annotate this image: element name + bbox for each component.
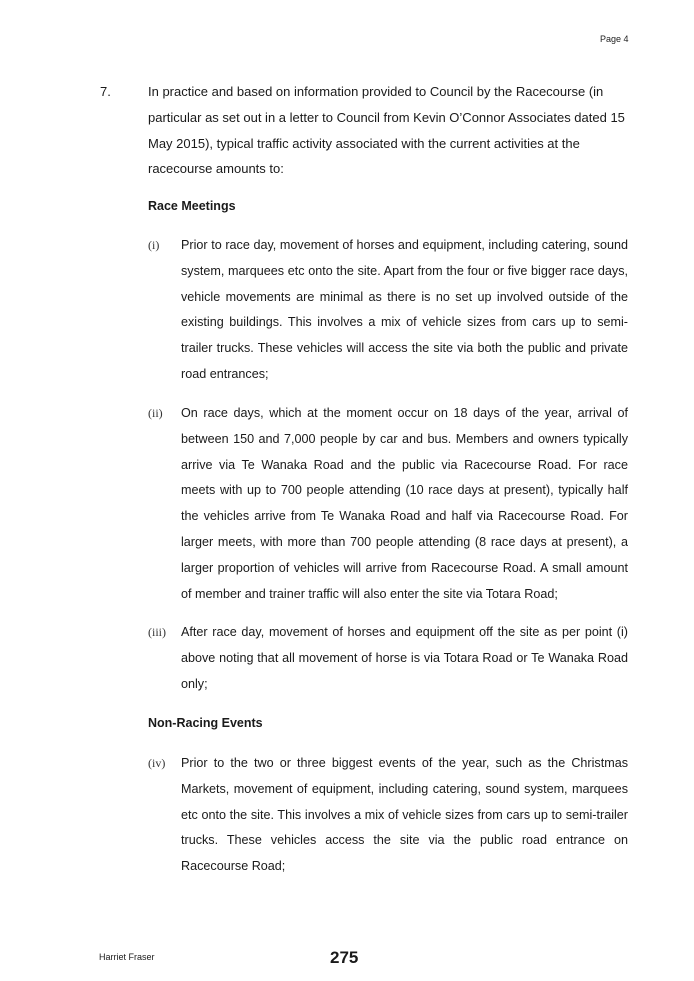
paragraph-number: 7.	[100, 84, 111, 99]
list-item-text: On race days, which at the moment occur on 18 days of the year, arrival of between 150 and 7,000 people by car and bus. Members and owners typically arrive via Te Wanaka Road and the public via Racecourse Road. For race meets with up to 700 people attending (10 race days at present), typically half the vehicles arrive from Te Wanaka Road and half via Racecourse Road. For larger meets, with more than 700 people attending (8 race days at present), a larger proportion of vehicles will arrive from Racecourse Road. A small amount of member and trainer traffic will also enter the site via Totara Road;	[181, 406, 628, 601]
list-item-number: (iii)	[148, 625, 166, 639]
section-heading-non-racing-events: Non-Racing Events	[148, 716, 263, 730]
list-item-number: (iv)	[148, 756, 166, 770]
section-heading-race-meetings: Race Meetings	[148, 199, 236, 213]
paragraph-text: In practice and based on information provided to Council by the Racecourse (in particular as set out in a letter to Council from Kevin O’Connor Associates dated 15 May 2015), typical traffic activity associated with the current activities at the racecourse amounts to:	[148, 84, 625, 177]
list-item-number: (ii)	[148, 406, 163, 420]
list-item-text: After race day, movement of horses and equipment off the site as per point (i) above noting that all movement of horse is via Totara Road or Te Wanaka Road only;	[181, 625, 628, 691]
list-item-text: Prior to the two or three biggest events of the year, such as the Christmas Markets, movement of equipment, including catering, sound system, marquees etc onto the site. This involves a mix of vehicle sizes from cars up to semi-trailer trucks. These vehicles access the site via the public road entrance on Racecourse Road;	[181, 756, 628, 874]
footer-page-number: 275	[330, 948, 359, 967]
footer-author: Harriet Fraser	[99, 952, 155, 962]
list-item-text: Prior to race day, movement of horses and equipment, including catering, sound system, marquees etc onto the site. Apart from the four or five bigger race days, vehicle movements are minimal as there is no set up involved outside of the existing buildings. This involves a mix of vehicle sizes from cars up to semi-trailer trucks. These vehicles will access the site via both the public and private road entrances;	[181, 238, 628, 381]
list-item-number: (i)	[148, 238, 160, 252]
page-label: Page 4	[600, 34, 629, 44]
